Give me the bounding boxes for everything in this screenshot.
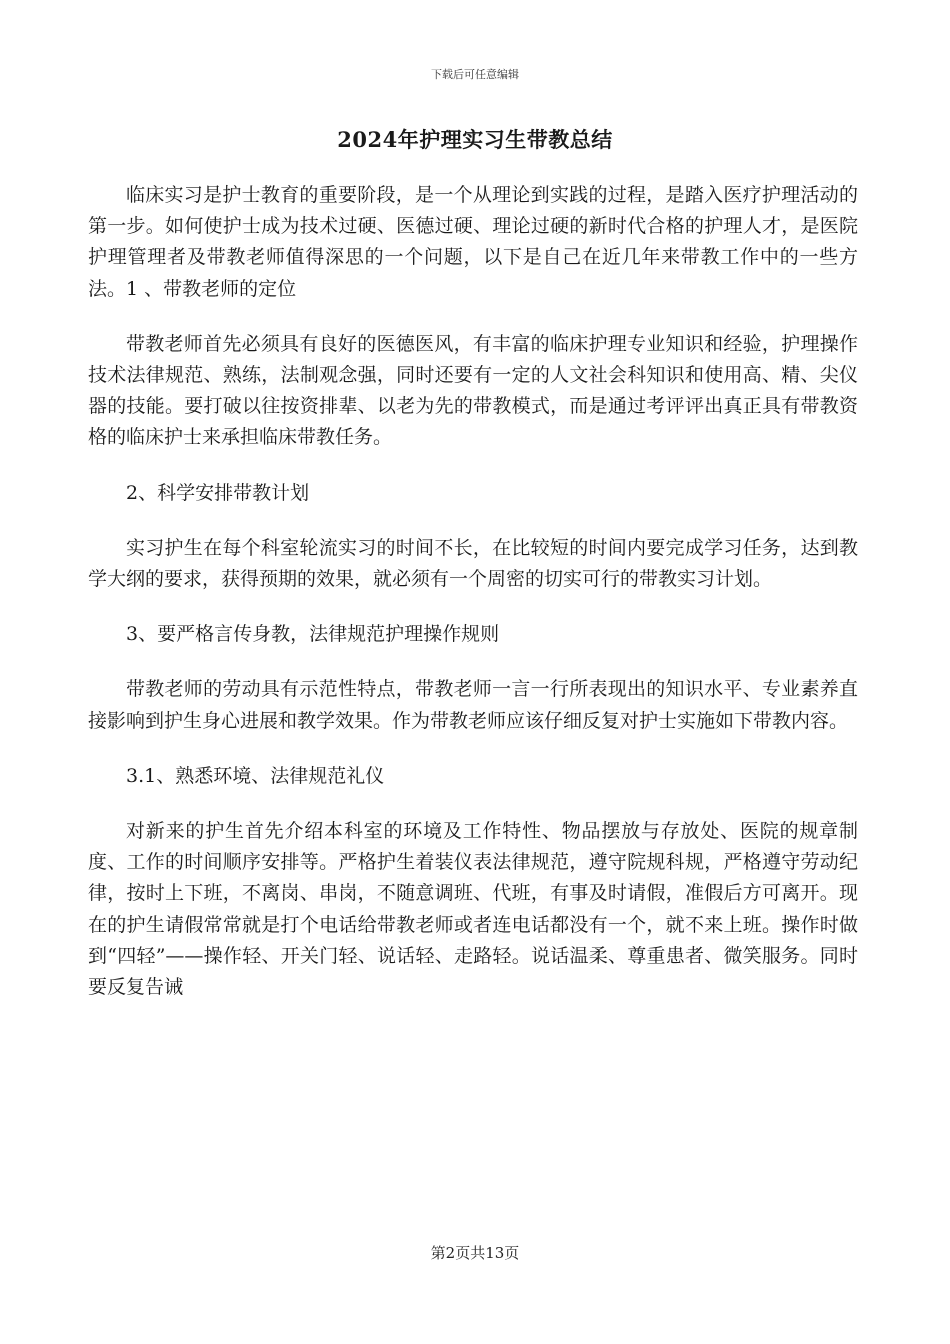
document-title: 2024年护理实习生带教总结: [337, 127, 613, 152]
paragraph-teacher-role: 带教老师首先必须具有良好的医德医风，有丰富的临床护理专业知识和经验，护理操作技术法律规范、熟练，法制观念强，同时还要有一定的人文社会科知识和使用高、精、尖仪器的技能。要打破以往按资排辈、以老为先的带教模式，而是通过考评评出真正具有带教资格的临床护士来承担临床带教任务。: [88, 332, 858, 449]
section-heading-3: 3、要严格言传身教，法律规范护理操作规则: [126, 623, 500, 646]
paragraph-environment: 对新来的护生首先介绍本科室的环境及工作特性、物品摆放与存放处、医院的规章制度、工作的时间顺序安排等。严格护生着装仪表法律规范，遵守院规科规，严格遵守劳动纪律，按时上下班，不离岗、串岗，不随意调班、代班，有事及时请假，准假后方可离开。现在的护生请假常常就是打个电话给带教老师或者连电话都没有一个，就不来上班。操作时做到“四轻”——操作轻、开关门轻、说话轻、走路轻。说话温柔、尊重患者、微笑服务。同时要反复告诫: [88, 820, 858, 999]
section-heading-2: 2、科学安排带教计划: [126, 481, 310, 504]
section-heading-3-1: 3.1、熟悉环境、法律规范礼仪: [126, 764, 385, 787]
paragraph-plan: 实习护生在每个科室轮流实习的时间不长，在比较短的时间内要完成学习任务，达到教学大纲的要求，获得预期的效果，就必须有一个周密的切实可行的带教实习计划。: [88, 536, 858, 591]
paragraph-demonstration: 带教老师的劳动具有示范性特点，带教老师一言一行所表现出的知识水平、专业素养直接影响到护生身心进展和教学效果。作为带教老师应该仔细反复对护士实施如下带教内容。: [88, 678, 858, 732]
paragraph-intro: 临床实习是护士教育的重要阶段，是一个从理论到实践的过程，是踏入医疗护理活动的第一步。如何使护士成为技术过硬、医德过硬、理论过硬的新时代合格的护理人才，是医院护理管理者及带教老师值得深思的一个问题，以下是自己在近几年来带教工作中的一些方法。1 、带教老师的定位: [88, 184, 858, 300]
page-header-note: 下载后可任意编辑: [431, 68, 519, 81]
page-footer-page-number: 第2页共13页: [430, 1244, 520, 1262]
document-body: [88, 180, 858, 1027]
